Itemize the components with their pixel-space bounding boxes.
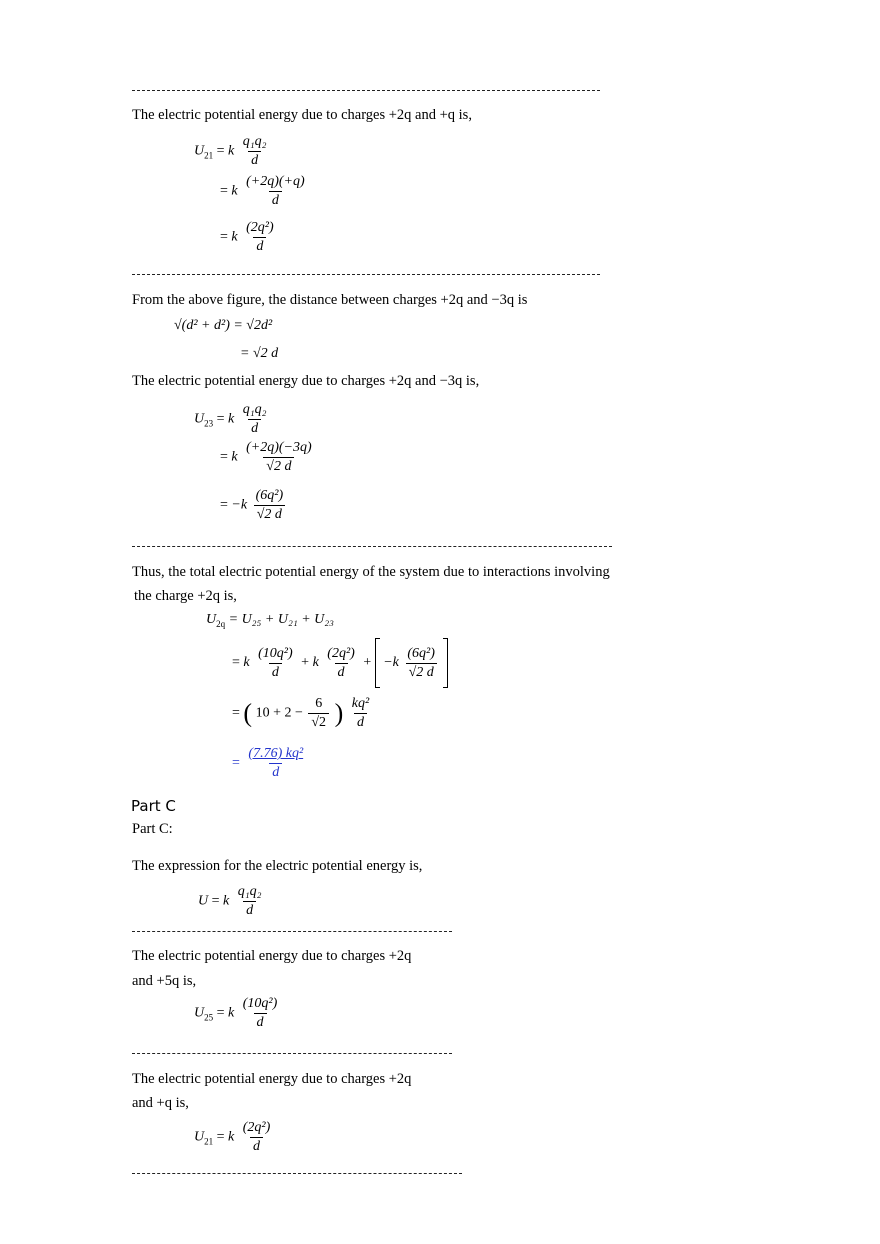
separator xyxy=(132,546,612,547)
equation-step: = k $\frac{\text{(10q²)}}{d}$ + k $\frac{\text{(2q²)}}{d}$ + −k $\frac{\text{(6q²)}}{√2 d}$ xyxy=(232,638,448,688)
result-equation: = $\frac{\text{(7.76) kq²}}{d}$ xyxy=(232,746,304,780)
separator xyxy=(132,1053,452,1054)
symbol: k xyxy=(228,143,235,159)
fraction: $\frac{\text{(6q²)}}{√2 d}$ xyxy=(255,488,284,522)
separator xyxy=(132,90,600,91)
equation-u25: $U_{25} = k$ $\frac{\text{(10q²)}}{d}$ xyxy=(194,996,278,1030)
equation-step: = −k $\frac{\text{(6q²)}}{√2 d}$ xyxy=(220,488,288,523)
equation-u23: $U_{23} = k$ $\frac{\text{q₁q₂}}{d}$ xyxy=(194,402,271,437)
bracket-left xyxy=(375,638,380,688)
fraction: $\frac{\text{q₁q₂}}{d}$ xyxy=(242,134,267,168)
fraction: $\frac{(+2q)(-3q)}{√2 d}$ xyxy=(246,440,312,474)
paragraph: the charge +2q is, xyxy=(134,588,237,604)
paragraph: The expression for the electric potential energy is, xyxy=(132,858,423,874)
paragraph: Part C: xyxy=(132,821,173,837)
bracket-right xyxy=(443,638,448,688)
distance-equation: = √2 d xyxy=(240,346,279,361)
paragraph: and +q is, xyxy=(132,1095,189,1111)
separator xyxy=(132,274,600,275)
distance-equation: √(d² + d²) = √2d² xyxy=(174,318,273,333)
fraction: $\frac{(+2q)(+q)}{d}$ xyxy=(246,174,305,208)
equation-u: U = k $\frac{\text{q₁q₂}}{d}$ xyxy=(198,884,262,918)
paragraph: The electric potential energy due to charges +2q xyxy=(132,1071,412,1087)
equals: = xyxy=(216,143,225,159)
paragraph: and +5q is, xyxy=(132,973,197,989)
paragraph: Thus, the total electric potential energy of the system due to interactions involving xyxy=(132,564,610,580)
paragraph: The electric potential energy due to charges +2q xyxy=(132,948,412,964)
equation-step: = ( 10 + 2 − $\frac{6}{√2}$ ) $\frac{\text{kq²}}{d}$ xyxy=(232,696,370,730)
fraction: $\frac{\text{q₁q₂}}{d}$ xyxy=(242,402,267,436)
equation-u21 xyxy=(194,134,271,169)
section-heading: Part C xyxy=(131,797,176,815)
separator xyxy=(132,1173,462,1174)
paragraph: From the above figure, the distance between charges +2q and −3q is xyxy=(132,292,528,308)
equation-u21-partc: $U_{21} = k$ $\frac{\text{(2q²)}}{d}$ xyxy=(194,1120,271,1154)
equation-total: $U_{2q} = U_{25} + U_{21} + U_{23}$ xyxy=(206,612,335,629)
equation-step: = k $\frac{\text{(2q²)}}{d}$ xyxy=(220,220,279,255)
paragraph: The electric potential energy due to charges +2q and +q is, xyxy=(132,107,472,123)
equation-step: = k $\frac{(+2q)(-3q)}{√2 d}$ xyxy=(220,440,317,475)
fraction: $\frac{\text{(2q²)}}{d}$ xyxy=(246,220,274,254)
paragraph: The electric potential energy due to charges +2q and −3q is, xyxy=(132,373,480,389)
symbol: U xyxy=(194,143,205,159)
equation-step: = k $\frac{(+2q)(+q)}{d}$ xyxy=(220,174,310,209)
separator xyxy=(132,931,452,932)
subscript: 21 xyxy=(204,150,214,161)
